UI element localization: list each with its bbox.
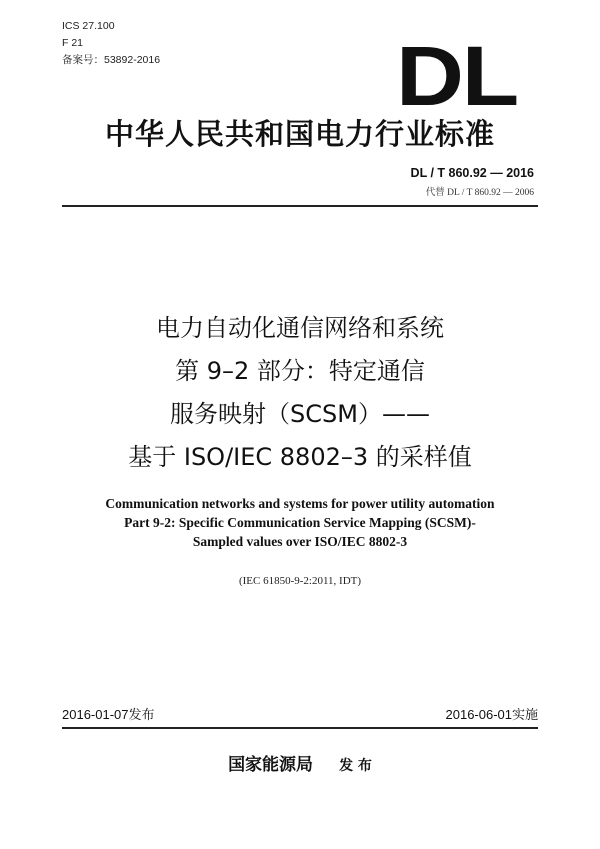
publish-date: 2016-01-07发布 [62, 707, 155, 722]
top-divider [62, 205, 538, 207]
header-metadata [62, 18, 160, 69]
iec-equivalence: (IEC 61850-9-2:2011, IDT) [238, 575, 362, 587]
english-title-line-1: Communication networks and systems for power utility automation [105, 496, 495, 511]
issuer-line [0, 750, 600, 775]
standard-category-title: 中华人民共和国电力行业标准 [104, 117, 495, 151]
classification-code: F 21 [62, 37, 84, 49]
issuer-name: 国家能源局 [228, 755, 314, 775]
implementation-date: 2016-06-01实施 [445, 707, 538, 722]
standard-number: DL / T 860.92 — 2016 [410, 166, 534, 180]
chinese-title-line-4: 基于 ISO/IEC 8802–3 的采样值 [128, 443, 472, 471]
bottom-divider [62, 727, 538, 729]
english-title-line-3: Sampled values over ISO/IEC 8802-3 [192, 534, 408, 549]
ics-code: ICS 27.100 [62, 20, 115, 32]
chinese-title-line-2: 第 9–2 部分：特定通信 [175, 357, 425, 385]
filing-number: 备案号：53892-2016 [62, 54, 161, 66]
english-title-line-2: Part 9-2: Specific Communication Service Mapping (SCSM)- [124, 515, 476, 530]
issuer-suffix: 发 布 [339, 758, 372, 774]
replaces-standard: 代替 DL / T 860.92 — 2006 [425, 188, 534, 198]
chinese-title-line-3: 服务映射（SCSM）—— [170, 400, 430, 428]
chinese-title-line-1: 电力自动化通信网络和系统 [156, 314, 444, 342]
dl-logo: DL [396, 29, 517, 123]
